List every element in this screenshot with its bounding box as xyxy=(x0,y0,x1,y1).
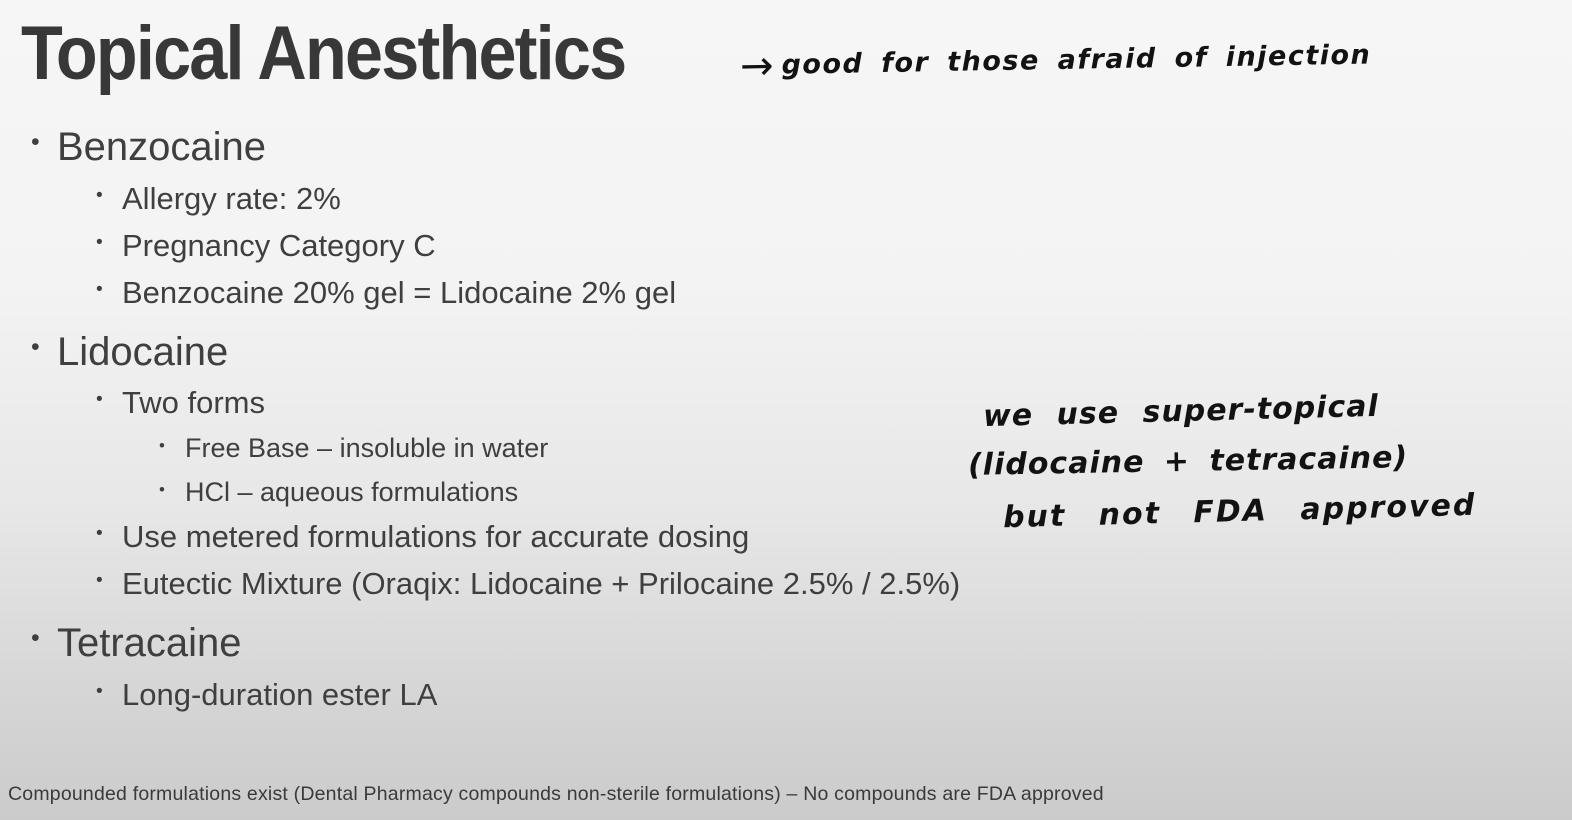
bullet-item xyxy=(122,384,265,421)
bullet-text: Allergy rate: 2% xyxy=(122,181,341,216)
handwritten-title-note xyxy=(740,32,1372,89)
footer-note: Compounded formulations exist (Dental Pharmacy compounds non-sterile formulations) – No compounds are FDA approved xyxy=(8,783,1104,805)
bullet-item xyxy=(57,328,228,376)
slide-title: Topical Anesthetics xyxy=(21,11,626,96)
bullet-text: Pregnancy Category C xyxy=(122,228,436,263)
bullet-item xyxy=(122,274,676,311)
bullet-text: Two forms xyxy=(122,385,265,420)
bullet-item xyxy=(122,565,960,602)
bullet-text: Benzocaine xyxy=(57,125,267,169)
bullet-item xyxy=(122,676,437,713)
bullet-text: Eutectic Mixture (Oraqix: Lidocaine + Prilocaine 2.5% / 2.5%) xyxy=(122,566,961,601)
bullet-text: HCl – aqueous formulations xyxy=(185,477,519,507)
handwritten-side-note-line-1: we use super-topical xyxy=(982,388,1380,435)
bullet-text: Long-duration ester LA xyxy=(122,677,438,712)
bullet-item xyxy=(57,619,242,667)
handwritten-side-note-line-3: but not FDA approved xyxy=(1002,487,1477,536)
bullet-item xyxy=(185,432,548,464)
handwritten-side-note-line-2: (lidocaine + tetracaine) xyxy=(967,440,1409,483)
bullet-text: Free Base – insoluble in water xyxy=(185,433,549,463)
bullet-text: Benzocaine 20% gel = Lidocaine 2% gel xyxy=(122,275,677,310)
bullet-text: Use metered formulations for accurate dosing xyxy=(122,519,750,554)
bullet-item xyxy=(122,518,749,555)
bullet-item xyxy=(185,476,518,508)
bullet-item xyxy=(122,180,341,217)
bullet-text: Lidocaine xyxy=(57,330,229,374)
bullet-text: Tetracaine xyxy=(57,621,242,665)
bullet-item xyxy=(122,227,436,264)
handdrawn-arrow-icon: → xyxy=(739,42,774,90)
handwritten-title-note-text: good for those afraid of injection xyxy=(781,39,1372,81)
bullet-item xyxy=(57,123,266,171)
